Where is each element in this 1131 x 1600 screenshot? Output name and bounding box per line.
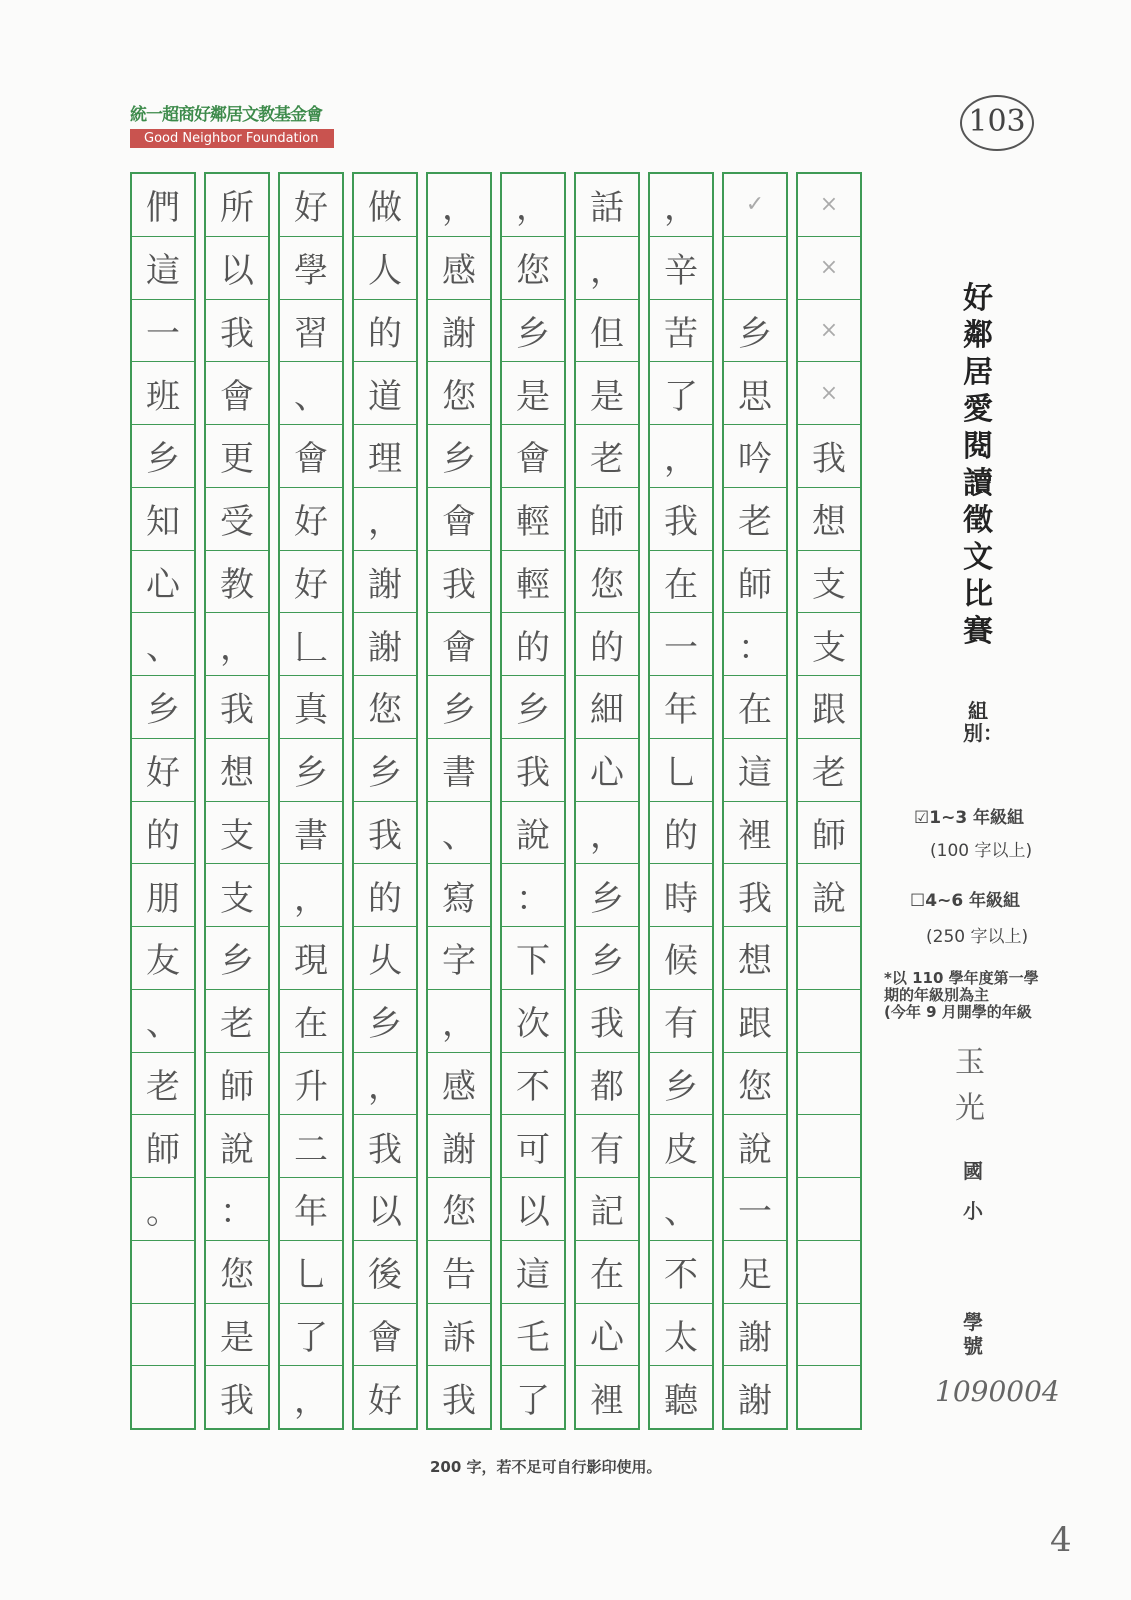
essay-cell: 乡 [724,300,786,363]
essay-cell: ✓ [724,174,786,237]
essay-cell: 下 [502,927,564,990]
essay-cell: 後 [354,1241,416,1304]
essay-cell [798,990,860,1053]
essay-cell: 在 [576,1241,638,1304]
essay-cell: 足 [724,1241,786,1304]
essay-cell: 𠃊 [280,613,342,676]
essay-cell: 說 [798,864,860,927]
essay-cell: 做 [354,174,416,237]
essay-cell: 師 [576,488,638,551]
essay-cell: 乡 [132,425,194,488]
student-id: 1090004 [935,1375,1060,1408]
essay-cell: 太 [650,1304,712,1367]
school-name: 玉光 [955,1045,985,1126]
essay-cell: ， [502,174,564,237]
essay-cell: 乡 [576,927,638,990]
essay-cell: 乡 [576,864,638,927]
essay-cell: 我 [428,551,490,614]
essay-cell: 您 [576,551,638,614]
essay-cell: × [798,362,860,425]
note-line: 期的年級別為主 [884,986,990,1004]
essay-cell: ， [294,1380,328,1421]
essay-cell [798,1115,860,1178]
essay-cell: 乇 [502,1304,564,1367]
essay-cell: 謝 [428,300,490,363]
essay-cell: 會 [428,613,490,676]
essay-cell: 吟 [724,425,786,488]
note-line: *以 110 學年度第一學 [884,970,1039,987]
essay-cell: 輕 [502,488,564,551]
essay-cell: 時 [650,864,712,927]
essay-cell: 謝 [428,1115,490,1178]
essay-cell: ， [206,613,268,676]
essay-cell: 書 [280,802,342,865]
essay-column [426,172,492,1430]
essay-cell: 我 [220,1380,254,1421]
essay-cell: 說 [724,1115,786,1178]
essay-cell: 人 [354,237,416,300]
essay-cell: 您 [354,676,416,739]
contest-title: 好鄰居愛閱讀徵文比賽 [963,281,993,649]
essay-column [722,172,788,1430]
essay-cell: ， [650,174,712,237]
option-grade-1-3-note: (100 字以上) [930,841,1033,861]
essay-cell: 可 [502,1115,564,1178]
essay-cell [798,1053,860,1116]
essay-cell: 好 [132,739,194,802]
essay-cell: 好 [280,174,342,237]
essay-cell: 乡 [428,676,490,739]
essay-column [278,172,344,1430]
foundation-logo [130,100,334,148]
essay-cell: 跟 [798,676,860,739]
essay-column [648,172,714,1430]
essay-cell: 了 [516,1380,550,1421]
essay-cell: ： [724,613,786,676]
essay-cell: 寫 [428,864,490,927]
essay-cell: 現 [280,927,342,990]
essay-cell: 更 [206,425,268,488]
option-grade-4-6-note: (250 字以上) [926,927,1029,947]
essay-cell: 謝 [724,1304,786,1367]
essay-cell: 友 [132,927,194,990]
essay-cell: 我 [442,1380,476,1421]
essay-cell: × [798,300,860,363]
essay-cell: 的 [132,802,194,865]
essay-cell [798,927,860,990]
essay-cell: ， [354,1053,416,1116]
essay-cell: × [798,174,860,237]
essay-cell: 我 [354,802,416,865]
essay-cell: 的 [354,864,416,927]
essay-cell: 想 [206,739,268,802]
essay-cell: 在 [724,676,786,739]
essay-cell: 年 [280,1178,342,1241]
essay-cell: 一 [724,1178,786,1241]
essay-cell: 我 [206,300,268,363]
essay-cell: 、 [428,802,490,865]
essay-cell: 感 [428,237,490,300]
essay-cell: 老 [798,739,860,802]
essay-cell: 有 [576,1115,638,1178]
essay-cell: 乡 [502,300,564,363]
essay-cell: 您 [428,1178,490,1241]
essay-cell: 次 [502,990,564,1053]
group-label: 組別： [963,699,1003,745]
essay-cell [798,1304,860,1367]
essay-cell: 會 [502,425,564,488]
essay-cell: 是 [576,362,638,425]
essay-cell: 道 [354,362,416,425]
essay-cell: 好 [280,488,342,551]
essay-cell: 辛 [650,237,712,300]
essay-cell: 我 [576,990,638,1053]
option-grade-1-3[interactable]: ☑1~3 年級組 [914,808,1025,828]
essay-column [500,172,566,1430]
essay-cell: 心 [132,551,194,614]
essay-cell: 乡 [132,676,194,739]
essay-cell: 習 [280,300,342,363]
essay-cell: 想 [724,927,786,990]
essay-cell: 想 [798,488,860,551]
essay-cell [132,1241,194,1304]
essay-cell: 書 [428,739,490,802]
essay-cell: 細 [576,676,638,739]
essay-cell: 謝 [354,613,416,676]
essay-cell: 乆 [354,927,416,990]
essay-cell: 乡 [428,425,490,488]
essay-cell: 支 [798,613,860,676]
essay-cell: 的 [576,613,638,676]
essay-column [352,172,418,1430]
essay-cell: 乡 [354,990,416,1053]
essay-cell: 、 [650,1178,712,1241]
essay-cell: 說 [502,802,564,865]
essay-cell: ， [354,488,416,551]
essay-cell: 以 [354,1178,416,1241]
school-suffix-1: 國 [963,1159,983,1183]
essay-cell: 支 [798,551,860,614]
essay-cell: 乚 [650,739,712,802]
essay-cell: 了 [280,1304,342,1367]
essay-cell: 會 [206,362,268,425]
essay-cell: 好 [368,1380,402,1421]
essay-cell: 都 [576,1053,638,1116]
essay-cell: 這 [502,1241,564,1304]
essay-cell: ， [280,864,342,927]
essay-column [130,172,196,1430]
essay-cell: 我 [502,739,564,802]
essay-cell: 裡 [590,1380,624,1421]
essay-cell: 這 [132,237,194,300]
essay-cell: 我 [354,1115,416,1178]
essay-cell: 老 [206,990,268,1053]
essay-cell: ： [206,1178,268,1241]
essay-cell: 以 [502,1178,564,1241]
essay-cell: 是 [502,362,564,425]
essay-cell: 師 [724,551,786,614]
essay-cell: 會 [428,488,490,551]
essay-cell: 朋 [132,864,194,927]
essay-cell [724,237,786,300]
essay-cell: 會 [280,425,342,488]
essay-cell: 真 [280,676,342,739]
essay-cell: 二 [280,1115,342,1178]
essay-cell: 支 [206,802,268,865]
essay-cell: 、 [280,362,342,425]
essay-cell: 師 [206,1053,268,1116]
essay-cell: 話 [576,174,638,237]
essay-cell [798,1178,860,1241]
org-name-zh: 統一超商好鄰居文教基金會 [130,105,322,125]
essay-cell [132,1304,194,1367]
essay-cell: 學 [280,237,342,300]
option-grade-4-6[interactable]: ☐4~6 年級組 [910,891,1021,911]
essay-cell: 知 [132,488,194,551]
org-name-en: Good Neighbor Foundation [130,129,334,148]
essay-cell: 好 [280,551,342,614]
essay-cell: 年 [650,676,712,739]
essay-cell: 皮 [650,1115,712,1178]
essay-cell: 苦 [650,300,712,363]
essay-cell: 會 [354,1304,416,1367]
student-id-label: 學號 [963,1310,983,1358]
essay-cell: 的 [502,613,564,676]
essay-cell: 乡 [650,1053,712,1116]
essay-cell: 乚 [280,1241,342,1304]
essay-cell: 。 [132,1178,194,1241]
essay-cell: ， [576,237,638,300]
essay-cell: 了 [650,362,712,425]
essay-cell: 支 [206,864,268,927]
essay-cell: 您 [206,1241,268,1304]
essay-cell: 們 [132,174,194,237]
essay-cell: ， [428,990,490,1053]
essay-cell: 、 [132,990,194,1053]
essay-cell: 心 [576,1304,638,1367]
footer-note: 200 字，若不足可自行影印使用。 [430,1458,662,1476]
entry-number: 103 [960,95,1034,151]
essay-cell: 感 [428,1053,490,1116]
essay-cell: 師 [132,1115,194,1178]
essay-cell: 候 [650,927,712,990]
school-suffix-2: 小 [963,1199,983,1223]
essay-cell: 說 [206,1115,268,1178]
essay-cell: 乡 [280,739,342,802]
essay-cell: 我 [650,488,712,551]
essay-cell: 是 [206,1304,268,1367]
essay-cell: ， [650,425,712,488]
essay-cell: 以 [206,237,268,300]
essay-cell: 師 [798,802,860,865]
essay-cell [132,1366,194,1428]
essay-cell: 不 [502,1053,564,1116]
essay-cell: 一 [132,300,194,363]
essay-cell: 班 [132,362,194,425]
essay-cell [798,1366,860,1428]
essay-cell: 理 [354,425,416,488]
essay-cell: 老 [576,425,638,488]
essay-cell: 思 [724,362,786,425]
essay-cell: 告 [428,1241,490,1304]
essay-grid [130,172,862,1430]
essay-cell: 我 [724,864,786,927]
essay-cell: 乡 [206,927,268,990]
essay-cell: 有 [650,990,712,1053]
essay-cell: 在 [280,990,342,1053]
essay-cell: 老 [724,488,786,551]
essay-cell: 這 [724,739,786,802]
essay-cell: 升 [280,1053,342,1116]
essay-column [204,172,270,1430]
essay-cell: 但 [576,300,638,363]
essay-cell: ： [502,864,564,927]
essay-cell: 乡 [354,739,416,802]
essay-cell: 教 [206,551,268,614]
essay-cell: 裡 [724,802,786,865]
essay-cell: 您 [502,237,564,300]
essay-cell: 輕 [502,551,564,614]
grade-note [884,970,1131,1021]
essay-cell: 聽 [664,1380,698,1421]
note-line: (今年 9 月開學的年級 [884,1003,1032,1021]
essay-cell: 一 [650,613,712,676]
essay-cell: 心 [576,739,638,802]
essay-cell: 在 [650,551,712,614]
essay-cell: 訴 [428,1304,490,1367]
essay-cell: 謝 [738,1380,772,1421]
essay-cell: 所 [206,174,268,237]
essay-cell: 我 [206,676,268,739]
essay-cell: 您 [428,362,490,425]
essay-column [796,172,862,1430]
essay-column [574,172,640,1430]
essay-cell: 您 [724,1053,786,1116]
essay-cell [798,1241,860,1304]
essay-cell: 受 [206,488,268,551]
essay-cell: ， [576,802,638,865]
essay-cell: 記 [576,1178,638,1241]
essay-cell: 我 [798,425,860,488]
essay-cell: 老 [132,1053,194,1116]
essay-cell: 字 [428,927,490,990]
essay-cell: × [798,237,860,300]
essay-cell: ， [428,174,490,237]
essay-cell: 的 [354,300,416,363]
essay-cell: 不 [650,1241,712,1304]
essay-cell: 的 [650,802,712,865]
essay-cell: 乡 [502,676,564,739]
essay-cell: 跟 [724,990,786,1053]
essay-cell: 、 [132,613,194,676]
essay-cell: 謝 [354,551,416,614]
page-number: 4 [1050,1520,1072,1560]
